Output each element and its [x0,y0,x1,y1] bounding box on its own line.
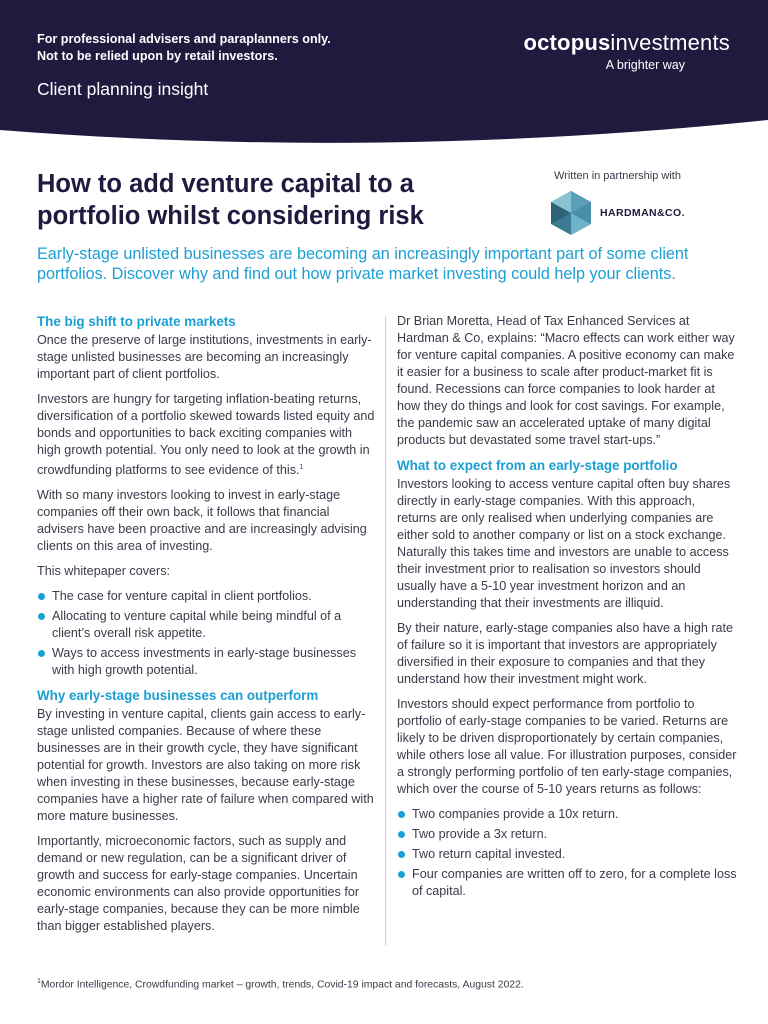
page-title: How to add venture capital to a portfolio whilst considering risk [37,170,424,230]
footnote-marker: 1 [37,978,41,985]
paragraph: Once the preserve of large institutions, investments in early-stage unlisted businesses are becoming an increasingly important part of client portfolios. [37,333,372,381]
list-item: The case for venture capital in client portfolios. [37,588,377,605]
heading-outperform: Why early-stage businesses can outperform [37,688,319,704]
brand-name-light: investments [610,30,730,55]
list-item: Two provide a 3x return. [397,826,737,843]
list-item: Two companies provide a 10x return. [397,806,737,823]
partner-logo [548,190,738,236]
paragraph: Investors looking to access venture capital often buy shares directly in early-stage companies. With this approach, returns are only realised when underlying companies are either sold to another company or list on a stock exchange. Naturally this takes time and investors are unable to access their investment prior to realisation so investors should usually have a 5-10 year investment horizon and an understanding that their investments are illiquid. [397,477,731,610]
paragraph-text: Investors are hungry for targeting inflation-beating returns, diversification of a portfolio skewed towards listed equity and bonds and opportunities to back exciting companies with high growth potential. You only need to look at the growth in crowdfunding platforms to see evidence of this. [37,392,375,478]
paragraph: By investing in venture capital, clients gain access to early-stage unlisted companies. Because of where these businesses are in their growth cycle, they have significant potential for growth. Investors are also taking on more risk when investing in these businesses, because early-stage companies have a higher rate of failure when compared with more mature businesses. [37,707,374,824]
heading-what-to-expect: What to expect from an early-stage portfolio [397,458,678,473]
paragraph [37,391,377,479]
right-column [397,313,737,908]
hardman-logo-icon [548,190,594,236]
list-item: Two return capital invested. [397,846,737,863]
paragraph: By their nature, early-stage companies also have a high rate of failure so it is important that investors are appropriately diversified in their exposure to companies and that they understand how their investment might work. [397,621,734,686]
list-item: Ways to access investments in early-stage businesses with high growth potential. [37,645,377,679]
column-divider [385,316,386,946]
disclaimer-line-2: Not to be relied upon by retail investors. [37,49,278,63]
paragraph: Dr Brian Moretta, Head of Tax Enhanced Services at Hardman & Co, explains: “Macro effects can work either way for venture capital companies. A positive economy can make it easier for a business to scale after product-market fit is found. Recessions can force companies to look harder at how they do things and look for cost savings. For example, the pandemic saw an accelerated uptake of many digital products but devastated some travel start-ups.” [397,314,735,447]
list-item: Allocating to venture capital while being mindful of a client’s overall risk appetite. [37,608,377,642]
lede-paragraph: Early-stage unlisted businesses are becoming an increasingly important part of some client portfolios. Discover why and find out how private market investing could help your clients. [37,245,689,283]
disclaimer-line-1: For professional advisers and paraplanners only. [37,32,331,46]
brand-logo [523,30,730,72]
section-label: Client planning insight [37,79,209,99]
heading-private-markets: The big shift to private markets [37,314,236,329]
partner-name: HARDMAN&CO. [600,207,685,219]
partner-block [548,170,738,236]
brand-name [523,30,730,56]
header-band [0,0,768,150]
list-item: Four companies are written off to zero, for a complete loss of capital. [397,866,737,900]
paragraph: Importantly, microeconomic factors, such as supply and demand or new regulation, can be a significant driver of growth and success for early-stage companies. Uncertain economic environments can also provide opportunities for early-stage companies, because they can be more nimble than bigger established players. [37,834,360,934]
brand-tagline: A brighter way [605,58,685,72]
paragraph: Investors should expect performance from portfolio to portfolio of early-stage companies to be varied. Returns are likely to be driven disproportionately by certain companies, while others lose all value. For illustration purposes, consider a strongly performing portfolio of ten early-stage companies, which over the course of 5-10 years returns as follows: [397,697,737,796]
paragraph: With so many investors looking to invest in early-stage companies off their own back, it follows that financial advisers have been proactive and are increasingly advising clients on this area of investing. [37,488,367,554]
footnote [37,978,524,990]
audience-disclaimer [37,31,331,65]
brand-name-bold: octopus [523,30,611,55]
partner-note: Written in partnership with [554,170,681,182]
footnote-ref: 1 [299,464,304,471]
header-background [0,0,768,150]
left-column [37,313,377,943]
paragraph: This whitepaper covers: [37,564,170,579]
returns-list [397,806,737,900]
covers-list [37,588,377,679]
footnote-text: Mordor Intelligence, Crowdfunding market – growth, trends, Covid-19 impact and forecasts, August 2022. [40,979,524,991]
